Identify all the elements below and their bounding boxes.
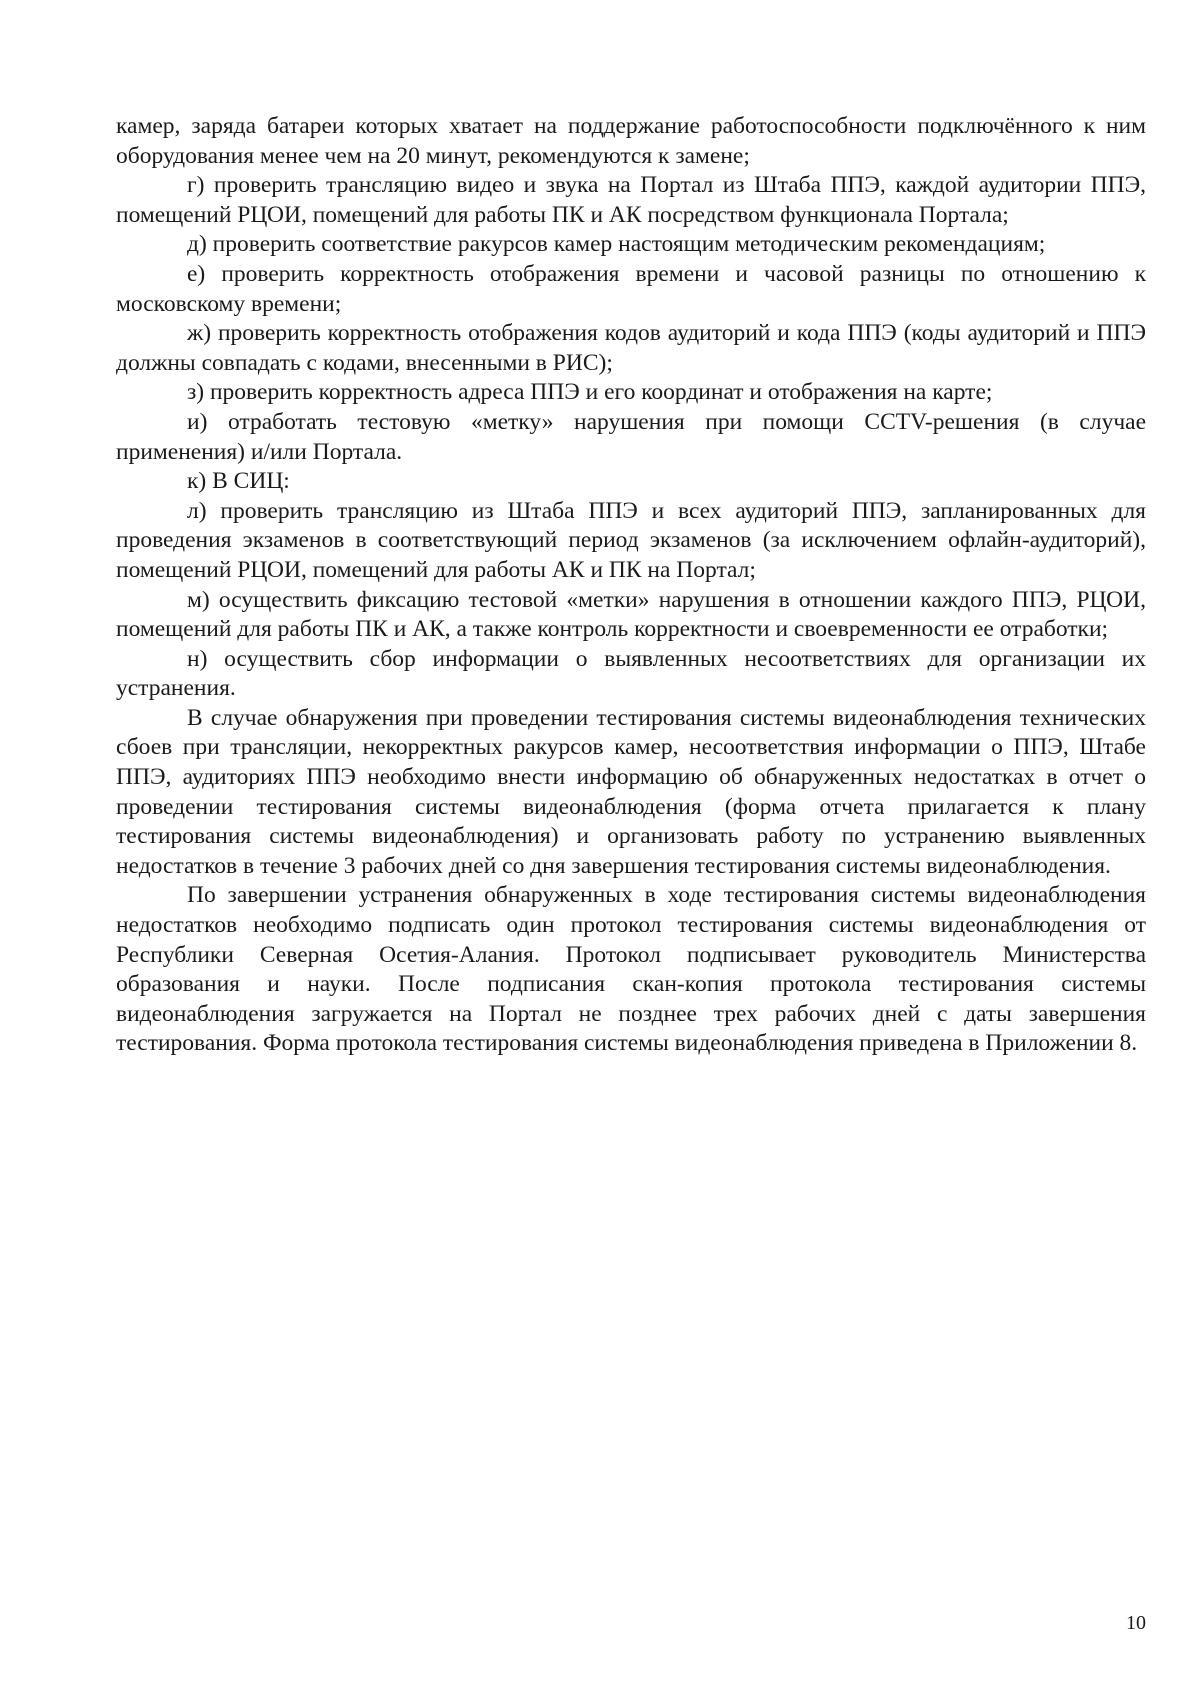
- paragraph-item-k: к) В СИЦ:: [187, 468, 290, 495]
- paragraph-item-m: м) осуществить фиксацию тестовой «метки» нарушения в отношении каждого ППЭ, РЦОИ, помещений для работы ПК и АК, а также контроль корректности и своевременности ее отработки;: [116, 586, 1146, 643]
- page-number: 10: [1126, 1612, 1146, 1634]
- document-body: [116, 112, 1146, 1059]
- paragraph-defects-report: В случае обнаружения при проведении тестирования системы видеонаблюдения технических сбоев при трансляции, некорректных ракурсов камер, несоответствия информации о ППЭ, Штабе ППЭ, аудиториях ППЭ необходимо внести информацию об обнаруженных недостатках в отчет о проведении тестирования системы видеонаблюдения (форма отчета прилагается к плану тестирования системы видеонаблюдения) и организовать работу по устранению выявленных недостатков в течение 3 рабочих дней со дня завершения тестирования системы видеонаблюдения.: [116, 704, 1146, 879]
- paragraph-item-i: и) отработать тестовую «метку» нарушения при помощи CCTV-решения (в случае применения) и/или Портала.: [116, 408, 1146, 465]
- paragraph-item-g: г) проверить трансляцию видео и звука на Портал из Штаба ППЭ, каждой аудитории ППЭ, помещений РЦОИ, помещений для работы ПК и АК посредством функционала Портала;: [116, 172, 1146, 228]
- paragraph-item-n: н) осуществить сбор информации о выявленных несоответствиях для организации их устранения.: [116, 645, 1146, 702]
- paragraph-camera-battery: камер, заряда батареи которых хватает на поддержание работоспособности подключённого к ним оборудования менее чем на 20 минут, рекомендуются к замене;: [116, 113, 1146, 169]
- paragraph-item-e: е) проверить корректность отображения времени и часовой разницы по отношению к московскому времени;: [116, 260, 1146, 317]
- paragraph-protocol: По завершении устранения обнаруженных в ходе тестирования системы видеонаблюдения недостатков необходимо подписать один протокол тестирования системы видеонаблюдения от Республики Северная Осетия-Алания. Протокол подписывает руководитель Министерства образования и науки. После подписания скан-копия протокола тестирования системы видеонаблюдения загружается на Портал не позднее трех рабочих дней с даты завершения тестирования. Форма протокола тестирования системы видеонаблюдения приведена в Приложении 8.: [116, 882, 1146, 1057]
- paragraph-item-zh: ж) проверить корректность отображения кодов аудиторий и кода ППЭ (коды аудиторий и ППЭ должны совпадать с кодами, внесенными в РИС);: [116, 320, 1146, 376]
- paragraph-item-l: л) проверить трансляцию из Штаба ППЭ и всех аудиторий ППЭ, запланированных для проведения экзаменов в соответствующий период экзаменов (за исключением офлайн-аудиторий), помещений РЦОИ, помещений для работы АК и ПК на Портал;: [116, 497, 1146, 583]
- paragraph-item-d: д) проверить соответствие ракурсов камер настоящим методическим рекомендациям;: [187, 231, 1046, 258]
- paragraph-item-z: з) проверить корректность адреса ППЭ и его координат и отображения на карте;: [187, 379, 993, 406]
